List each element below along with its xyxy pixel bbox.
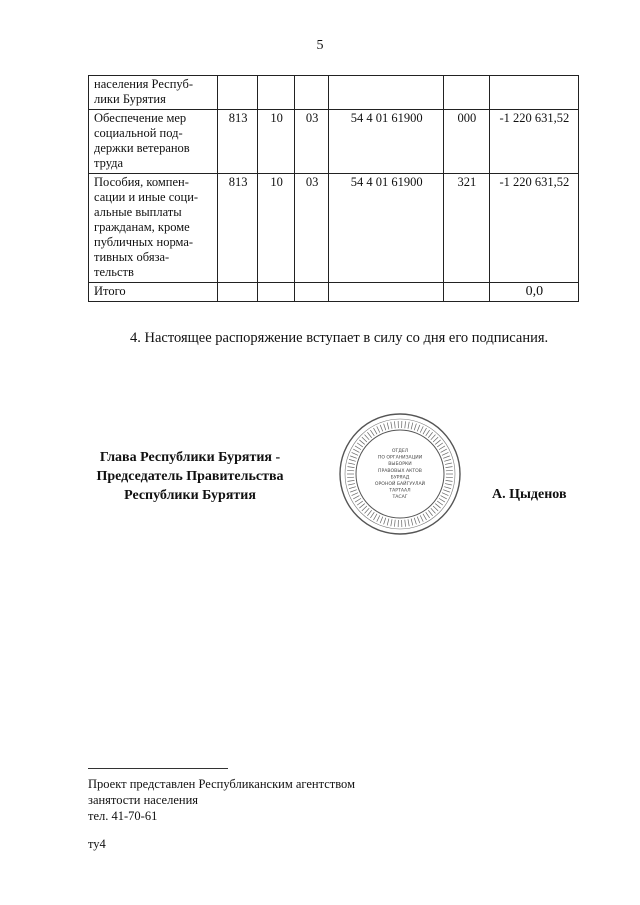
subsection-cell [294,76,328,110]
seal-text-line: ВЫБОРКИ [388,462,412,468]
section-cell [258,174,295,283]
ministry-code-cell [217,110,258,174]
amount-cell-text: -1 220 631,52 [499,111,570,125]
empty-cell [294,283,328,302]
amount-cell [489,174,578,283]
signer-title-line: Председатель Правительства [96,469,284,484]
total-amount: 0,0 [489,283,578,302]
budget-table [88,75,579,302]
subsection-cell-text: 03 [305,111,319,125]
clause-text: 4. Настоящее распоряжение вступает в силу со дня его подписания. [130,330,549,346]
target-article-cell-text: 54 4 01 61900 [350,111,423,125]
row-name-cell [89,110,218,174]
target-article-cell [329,76,444,110]
total-label: Итого [89,283,218,302]
seal-text-line: БУРЯАД [390,475,410,481]
empty-cell [444,283,490,302]
page-number: 5 [316,38,324,53]
row-name-cell-text: населения Респуб- лики Бурятия [94,77,194,106]
seal-text-line: ОТДЕЛ [391,449,409,454]
row-name-cell-text: Пособия, компен- сации и иные соци- альные выплаты гражданам, кроме публичных норма- тивных обяза- тельств [94,175,199,279]
subsection-cell [294,174,328,283]
ministry-code-cell [217,174,258,283]
amount-cell-text: -1 220 631,52 [499,175,570,189]
target-article-cell-text: 54 4 01 61900 [350,175,423,189]
footnote [88,776,355,824]
signer-name: А. Цыденов [492,487,567,502]
footnote-divider [88,768,228,769]
row-name-cell [89,174,218,283]
official-seal [338,412,462,536]
target-article-cell [329,110,444,174]
total-row [89,283,579,302]
empty-cell [329,283,444,302]
amount-cell [489,76,578,110]
footnote-line: тел. 41-70-61 [88,809,158,823]
section-cell [258,110,295,174]
expense-kind-cell [444,110,490,174]
section-cell-text: 10 [270,111,283,125]
section-cell [258,76,295,110]
seal-text-line: ТАРТААЛ [389,488,411,494]
section-cell-text: 10 [270,175,283,189]
expense-kind-cell [444,76,490,110]
expense-kind-cell-text: 000 [457,111,477,125]
footnote-line: занятости населения [88,793,199,807]
subsection-cell [294,110,328,174]
target-article-cell [329,174,444,283]
ministry-code-cell [217,76,258,110]
seal-text-line: ПРАВОВЫХ АКТОВ [378,468,422,474]
empty-cell [258,283,295,302]
signer-title-line: Глава Республики Бурятия - [99,450,281,465]
row-name-cell-text: Обеспечение мер социальной под- держки ветеранов труда [94,111,190,170]
amount-cell [489,110,578,174]
seal-text-line: ПО ОРГАНИЗАЦИИ [377,455,423,461]
signer-title-line: Республики Бурятия [124,488,256,503]
ministry-code-cell-text: 813 [228,111,248,125]
table-row [89,174,579,283]
footnote-line: Проект представлен Республиканским агентством [88,777,355,791]
table-row [89,76,579,110]
row-name-cell [89,76,218,110]
expense-kind-cell [444,174,490,283]
subsection-cell-text: 03 [305,175,319,189]
ministry-code-cell-text: 813 [228,175,248,189]
signer-title [80,448,300,505]
empty-cell [217,283,258,302]
seal-text-line: ОРОНОЙ БАЙГУУЛАЙ [374,482,426,487]
expense-kind-cell-text: 321 [457,175,477,189]
table-row [89,110,579,174]
seal-text-line: ТАСАГ [392,495,408,501]
document-code: ту4 [88,837,106,851]
